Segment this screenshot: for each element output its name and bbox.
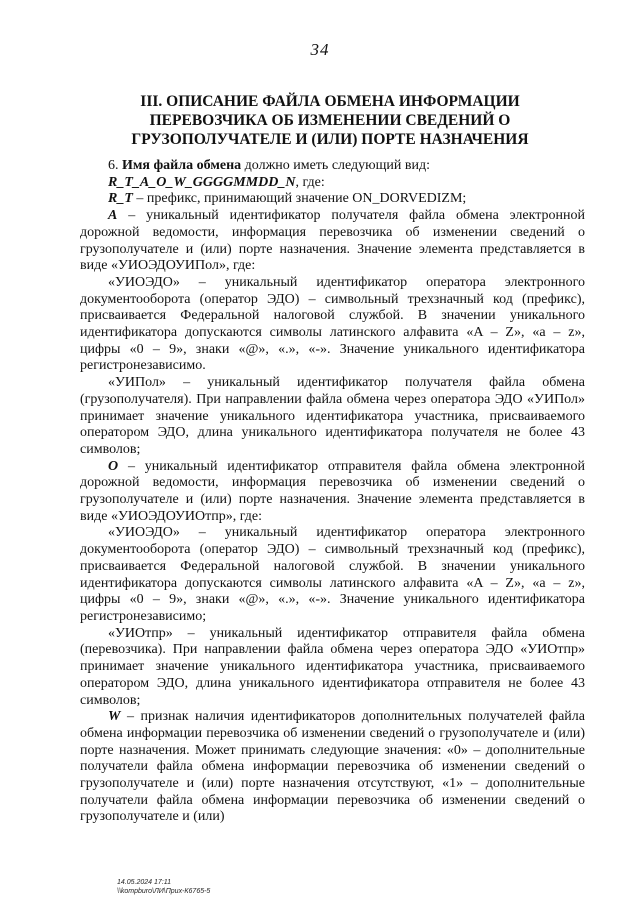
paragraph-receiver-id xyxy=(80,208,585,275)
paragraph-sender-id xyxy=(80,459,585,526)
paragraph-extra-receivers xyxy=(80,709,585,826)
footer-path: \\kompburo\ЛИ\Приx-К6765-5 xyxy=(117,888,211,895)
code-term: A xyxy=(108,208,118,224)
paragraph-file-pattern xyxy=(80,175,585,192)
section-heading xyxy=(60,92,600,149)
paragraph-prefix xyxy=(80,191,585,208)
paragraph-text: , где: xyxy=(295,174,325,190)
paragraph-operator-id-2: «УИОЭДО» – уникальный идентификатор оператора электронного документооборота (оператор ЭДО) – символьный трехзначный код (префикс), присваивается Федеральной налоговой службой. В значении уникального идентификатора допускаются символы латинского алфавита «A – Z», «a – z», цифры «0 – 9», знаки «@», «.», «-». Значение уникального идентификатора регистронезависимо; xyxy=(80,525,585,624)
paragraph-sender-uid: «УИОтпр» – уникальный идентификатор отправителя файла обмена (перевозчика). При направлении файла обмена через оператора ЭДО «УИОтпр» принимает значение уникального идентификатора участника, присваиваемого оператором ЭДО, длина уникального идентификатора отправителя не более 43 символов; xyxy=(80,625,585,708)
heading-line: ПЕРЕВОЗЧИКА ОБ ИЗМЕНЕНИИ СВЕДЕНИЙ О xyxy=(149,112,511,129)
paragraph-text: – префикс, принимающий значение ON_DORVEDIZM; xyxy=(132,191,467,207)
paragraph-text: – уникальный идентификатор отправителя файла обмена электронной дорожной ведомости, информация перевозчика об изменении сведений о грузополучателе и (или) порте назначения. Значение элемента представляется в виде «УИОЭДОУИОтпр», где: xyxy=(80,458,585,524)
document-body xyxy=(80,158,585,826)
paragraph-file-name xyxy=(80,158,585,175)
footer-timestamp: 14.05.2024 17:11 xyxy=(117,879,171,886)
item-number: 6. xyxy=(108,158,122,173)
paragraph-text: – уникальный идентификатор получателя файла обмена электронной дорожной ведомости, информация перевозчика об изменении сведений о грузополучателе и (или) порте назначения. Значение элемента представляется в виде «УИОЭДОУИПол», где: xyxy=(80,208,585,274)
paragraph-receiver-uid: «УИПол» – уникальный идентификатор получателя файла обмена (грузополучателя). При направлении файла обмена через оператора ЭДО «УИПол» принимает значение уникального идентификатора участника, присваиваемого оператором ЭДО, длина уникального идентификатора получателя не более 43 символов; xyxy=(80,375,585,457)
file-name-pattern: R_T_A_O_W_GGGGMMDD_N xyxy=(108,174,296,190)
paragraph-operator-id: «УИОЭДО» – уникальный идентификатор оператора электронного документооборота (оператор ЭДО) – символьный трехзначный код (префикс), присваивается Федеральной налоговой службой. В значении уникального идентификатора допускаются символы латинского алфавита «A – Z», «a – z», цифры «0 – 9», знаки «@», «.», «-». Значение уникального идентификатора регистронезависимо. xyxy=(80,274,585,374)
paragraph-text: должно иметь следующий вид: xyxy=(241,158,431,173)
code-term: R_T xyxy=(108,191,133,207)
code-term: W xyxy=(108,709,121,725)
document-footer xyxy=(117,878,210,896)
code-term: O xyxy=(108,458,119,474)
page-number: 34 xyxy=(310,40,330,59)
bold-term: Имя файла обмена xyxy=(122,158,242,173)
paragraph-text: – признак наличия идентификаторов дополнительных получателей файла обмена информации перевозчика об изменении сведений о грузополучателе и (или) порте назначения. Может принимать следующие значения: «0» – дополнительные получатели файла обмена информации перевозчика об изменении сведений о грузополучателе и (или) порте назначения отсутствуют, «1» – дополнительные получатели файла обмена информации перевозчика об изменении сведений о грузополучателе и (или) xyxy=(80,709,585,825)
heading-line: ГРУЗОПОЛУЧАТЕЛЕ И (ИЛИ) ПОРТЕ НАЗНАЧЕНИЯ xyxy=(131,131,529,148)
heading-line: III. ОПИСАНИЕ ФАЙЛА ОБМЕНА ИНФОРМАЦИИ xyxy=(140,93,520,110)
